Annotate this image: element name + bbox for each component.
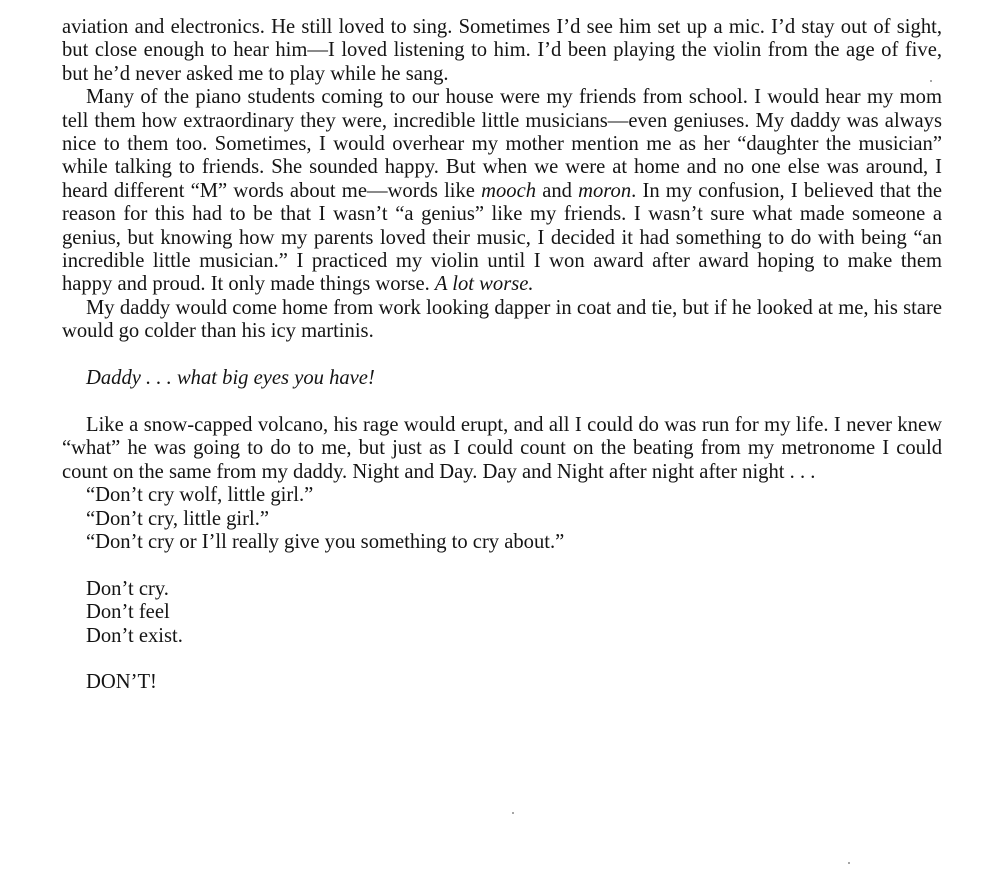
paragraph-volcano-text: Like a snow-capped volcano, his rage would erupt, and all I could do was run for my life. I never knew “what” he was going to do to me, but just as I could count on the beating from my metronome I could count on the same from my daddy. Night and Day. Day and Night after night after night . . . [62,413,942,483]
document-page [62,0,942,883]
word-and: and [536,179,579,202]
blank-line [62,344,942,367]
paragraph-piano-students [62,86,942,297]
phrase-a-lot-worse: A lot worse. [434,273,534,296]
word-moron: moron [578,179,632,202]
word-mooch: mooch [481,179,537,202]
blank-line [62,648,942,671]
scan-speck [930,80,932,82]
final-line: DON’T! [86,671,157,694]
paragraph-volcano [62,414,942,484]
paragraph-daddy-home [62,297,942,344]
scan-speck [848,862,850,864]
blank-line [62,390,942,413]
paragraph-aviation [62,16,942,86]
paragraph-piano-students-text-b: . In my confusion, I believed that the reason for this had to be that I wasn’t “a genius” like my friends. I wasn’t sure what made someone a genius, but knowing how my parents loved their music, I decided it had something to do with being “an incredible little musician.” I practiced my violin until I won award after award hoping to make them happy and proud. It only made things worse. [62,179,942,296]
italic-line-big-eyes: Daddy . . . what big eyes you have! [86,367,375,390]
quote-line-1: “Don’t cry wolf, little girl.” [86,484,314,507]
closing-line-3: Don’t exist. [86,624,183,647]
paragraph-aviation-text: aviation and electronics. He still loved to sing. Sometimes I’d see him set up a mic. I’d stay out of sight, but close enough to hear him—I loved listening to him. I’d been playing the violin from the age of five, but he’d never asked me to play while he sang. [62,16,942,85]
quote-line-2: “Don’t cry, little girl.” [86,507,270,530]
closing-line-2: Don’t feel [86,601,170,624]
blank-line [62,554,942,577]
scan-speck [512,812,514,814]
paragraph-daddy-home-text: My daddy would come home from work looking dapper in coat and tie, but if he looked at me, his stare would go colder than his icy martinis. [62,296,942,343]
closing-line-1: Don’t cry. [86,577,169,600]
quote-line-3: “Don’t cry or I’ll really give you something to cry about.” [86,530,565,553]
paragraph-piano-students-text-a: Many of the piano students coming to our house were my friends from school. I would hear my mom tell them how extraordinary they were, incredible little musicians—even geniuses. My daddy was always nice to them too. Sometimes, I would overhear my mother mention me as her “daughter the musician” while talking to friends. She sounded happy. But when we were at home and no one else was around, I heard different “M” words about me—words like [62,86,942,202]
